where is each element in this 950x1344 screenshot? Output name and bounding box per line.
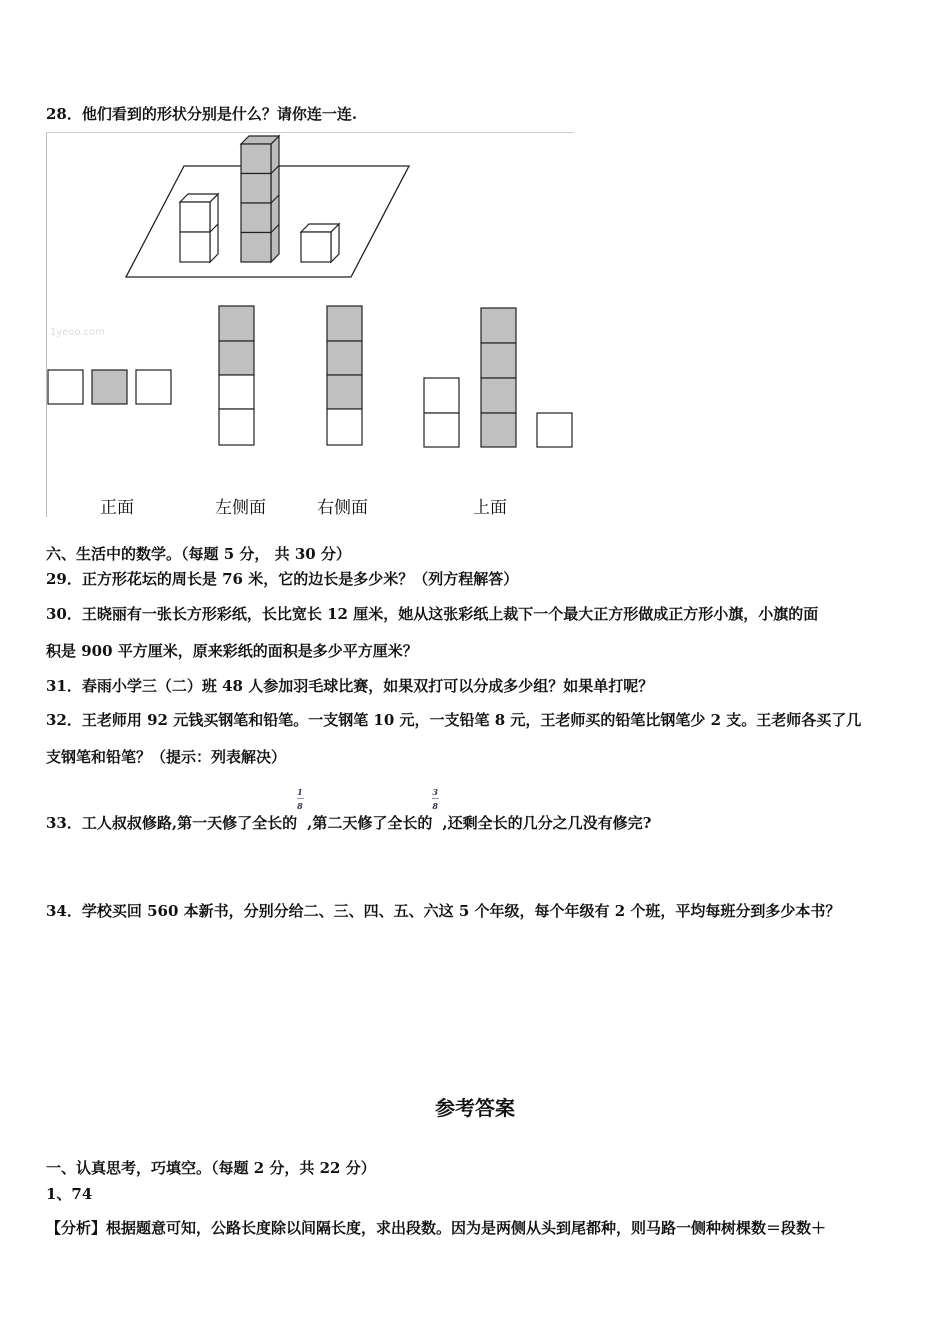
view-option-column-a — [219, 306, 254, 445]
question-33 — [46, 787, 652, 833]
section-6-heading: 六、生活中的数学。（每题 5 分， 共 30 分） — [46, 545, 351, 563]
label-front-view: 正面 — [100, 498, 134, 518]
view-option-group — [424, 308, 572, 447]
left-cube-stack — [180, 194, 218, 262]
question-32-line-2: 支钢笔和铅笔？（提示：列表解决） — [46, 748, 287, 766]
right-single-cube — [301, 224, 339, 262]
question-29: 29．正方形花坛的周长是 76 米，它的边长是多少米？（列方程解答） — [46, 570, 519, 588]
watermark-text: 1yeoo.com — [50, 327, 106, 338]
view-option-row — [48, 370, 171, 404]
question-34: 34．学校买回 560 本新书，分别分给二、三、四、五、六这 5 个年级，每个年级有 2 个班，平均每班分到多少本书？ — [46, 902, 841, 920]
middle-cube-stack — [241, 136, 279, 262]
label-top-view: 上面 — [473, 498, 507, 518]
q33-part-3: ,还剩全长的几分之几没有修完? — [442, 814, 652, 832]
question-30-line-1: 30．王晓丽有一张长方形彩纸，长比宽长 12 厘米，她从这张彩纸上裁下一个最大正方形做成正方形小旗，小旗的面 — [46, 605, 819, 623]
question-32-line-1: 32．王老师用 92 元钱买钢笔和铅笔。一支钢笔 10 元，一支铅笔 8 元，王老师买的铅笔比钢笔少 2 支。王老师各买了几 — [46, 711, 862, 729]
fraction-three-eighths: $\frac{3}{8}$ — [432, 787, 438, 811]
answer-key-title: 参考答案 — [435, 1096, 515, 1120]
q33-part-1: 33．工人叔叔修路,第一天修了全长的 — [46, 814, 298, 832]
answer-1: 1、74 — [46, 1185, 93, 1203]
question-30-line-2: 积是 900 平方厘米，原来彩纸的面积是多少平方厘米？ — [46, 642, 418, 660]
cube-figure-drawing — [46, 132, 576, 517]
fraction-one-eighth: $\frac{1}{8}$ — [297, 787, 303, 811]
view-option-column-b — [327, 306, 362, 445]
question-28: 28．他们看到的形状分别是什么？请你连一连. — [46, 105, 358, 123]
section-1-heading: 一、认真思考，巧填空。（每题 2 分，共 22 分） — [46, 1159, 376, 1177]
q33-part-2: ,第二天修了全长的 — [307, 814, 433, 832]
label-right-view: 右侧面 — [317, 498, 368, 518]
question-31: 31．春雨小学三（二）班 48 人参加羽毛球比赛，如果双打可以分成多少组？如果单打呢？ — [46, 677, 654, 695]
answer-1-analysis: 【分析】根据题意可知，公路长度除以间隔长度，求出段数。因为是两侧从头到尾都种，则马路一侧种树棵数＝段数＋ — [46, 1219, 827, 1237]
label-left-view: 左侧面 — [215, 498, 266, 518]
views-figure — [46, 132, 576, 517]
